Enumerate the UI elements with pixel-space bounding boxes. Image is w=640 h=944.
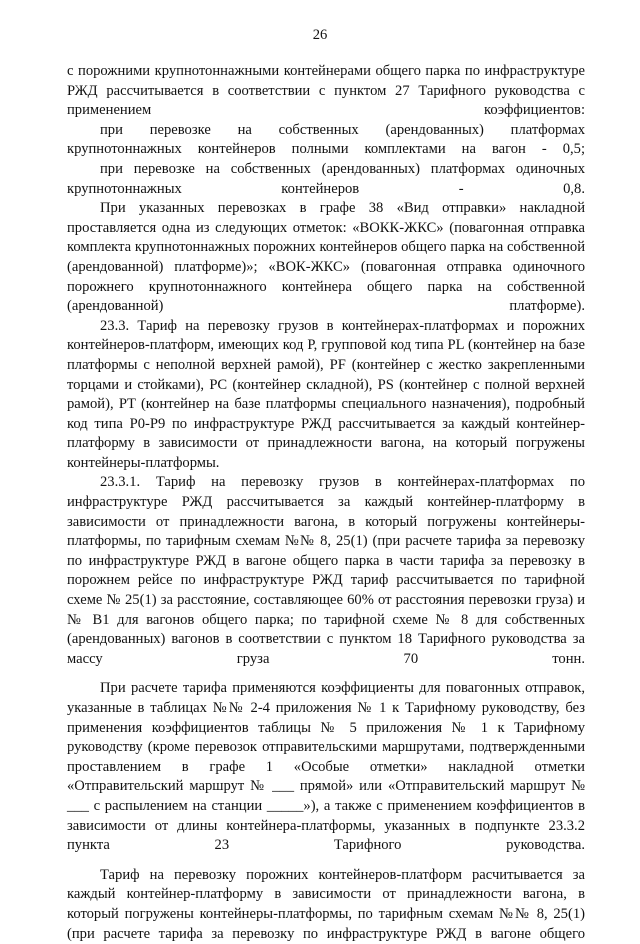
paragraph-coefficients — [67, 679, 585, 855]
page-number: 26 — [312, 27, 328, 43]
paragraph-line: на собственной (арендованной) платформе). — [67, 278, 586, 315]
paragraph-empty-platforms — [67, 866, 585, 944]
paragraph-line: в порожнем рейсе по инфраструктуре РЖД тариф рассчитывается по тарифной — [67, 552, 585, 589]
paragraph-3 — [67, 160, 585, 199]
paragraph-line: Тариф на перевозку порожних контейнеров-платформ расчитывается — [100, 866, 563, 883]
paragraph-line: одиночного порожнего крупнотоннажного контейнера общего парка — [67, 258, 586, 295]
paragraph-line: по инфраструктуре РЖД в вагоне общего парка в части тарифа за перевозку — [67, 552, 572, 569]
paragraph-line: за массу груза 70 тонн. — [67, 631, 585, 667]
paragraph-line: в подпункте 23.3.2 пункта 23 Тарифного руководства. — [67, 817, 586, 854]
paragraph-line: при перевозке на собственных (арендованных) платформах одиночных — [100, 160, 585, 177]
paragraph-line: назначения), подробный код типа Р0-Р9 по инфраструктуре РЖД рассчитывается — [67, 396, 585, 432]
paragraph-line: и № В1 для вагонов общего парка; по тарифной схеме № 8 для собственных — [67, 592, 585, 628]
paragraph-line: крупнотоннажных контейнеров полными комплектами на вагон - 0,5; — [67, 141, 585, 158]
paragraph-line: на который погружены контейнеры-платформы. — [67, 435, 585, 471]
paragraph-line: за каждый контейнер-платформу в зависимости от принадлежности вагона, — [67, 415, 585, 452]
paragraph-1 — [67, 62, 585, 121]
paragraph-line: проставляется одна из следующих отметок: «ВОКК-ЖКС» (повагонная отправка — [67, 219, 585, 236]
paragraph-4 — [67, 199, 585, 317]
paragraph-2 — [67, 121, 585, 160]
paragraph-line: комплекта крупнотоннажных порожних контейнеров общего парка — [67, 239, 486, 256]
paragraph-line: руководству (кроме перевозок отправительскими маршрутами, — [67, 739, 465, 756]
paragraph-line: руководства с применением коэффициентов: — [67, 82, 585, 119]
paragraph-line: в который погружены контейнеры-платформы, по тарифным схемам №№ 8, — [67, 886, 585, 922]
paragraph-line: за каждый контейнер-платформу в зависимости от принадлежности вагона, — [67, 866, 585, 903]
paragraph-line: коэффициентов в зависимости от длины контейнера-платформы, указанных — [67, 797, 585, 834]
paragraph-line: с полной верхней рамой), PT (контейнер на базе платформы специального — [67, 376, 585, 413]
paragraph-line: по инфраструктуре РЖД рассчитывается за каждый контейнер-платформу — [67, 474, 585, 511]
paragraph-line: При указанных перевозках в графе 38 «Вид отправки» накладной — [100, 200, 585, 217]
document-body — [67, 62, 585, 944]
paragraph-line: указанные в таблицах №№ 2-4 приложения № 1 к Тарифному руководству, — [67, 700, 560, 716]
paragraph-line: без применения коэффициентов таблицы № 5 приложения № 1 к Тарифному — [67, 700, 586, 736]
paragraph-line: отметки «Отправительский маршрут № ___ прямой» или «Отправительский — [67, 758, 585, 795]
paragraph-line: 25(1) (при расчете тарифа за перевозку по инфраструктуре РЖД в вагоне общего — [67, 905, 585, 942]
paragraph-line: закрепленными торцами и стойками), PC (контейнер складной), PS (контейнер — [67, 356, 585, 393]
paragraph-line: на собственной (арендованной) платформе)»; «ВОК-ЖКС» (повагонная отправка — [67, 239, 586, 275]
paragraph-line: на базе платформы с неполной верхней рамой), PF (контейнер с жестко — [67, 337, 585, 373]
paragraph-line: (арендованных) вагонов в соответствии с пунктом 18 Тарифного руководства — [67, 631, 567, 648]
paragraph-line: по инфраструктуре РЖД рассчитывается в соответствии с пунктом 27 Тарифного — [67, 63, 585, 99]
paragraph-line: 23.3.1. Тариф на перевозку грузов в контейнерах-платформах — [100, 474, 555, 491]
paragraph-line: при перевозке на собственных (арендованных) платформах — [100, 121, 585, 138]
paragraph-line: При расчете тарифа применяются коэффициенты для повагонных отправок, — [100, 680, 585, 697]
paragraph-line: в зависимости от принадлежности вагона, в который погружены контейнеры- — [67, 494, 585, 530]
paragraph-line: платформы, по тарифным схемам №№ 8, 25(1) (при расчете тарифа за перевозку — [67, 533, 585, 550]
paragraph-section-23-3-1 — [67, 473, 585, 669]
paragraph-line: 23.3. Тариф на перевозку грузов в контейнерах-платформах и порожних — [100, 317, 585, 334]
paragraph-line: контейнеров-платформ, имеющих код Р, групповой код типа PL (контейнер — [67, 337, 537, 354]
paragraph-line: схеме № 25(1) за расстояние, составляющее 60% от расстояния перевозки груза) — [67, 592, 574, 609]
paragraph-line: маршрут № ___ с распылением на станции _____»), а также с применением — [67, 778, 585, 814]
paragraph-section-23-3 — [67, 317, 585, 474]
paragraph-line: крупнотоннажных контейнеров - 0,8. — [67, 180, 585, 197]
paragraph-line: с порожними крупнотоннажными контейнерами общего парка — [67, 63, 461, 79]
paragraph-line: подтвержденными проставлением в графе 1 «Особые отметки» накладной — [67, 739, 586, 775]
